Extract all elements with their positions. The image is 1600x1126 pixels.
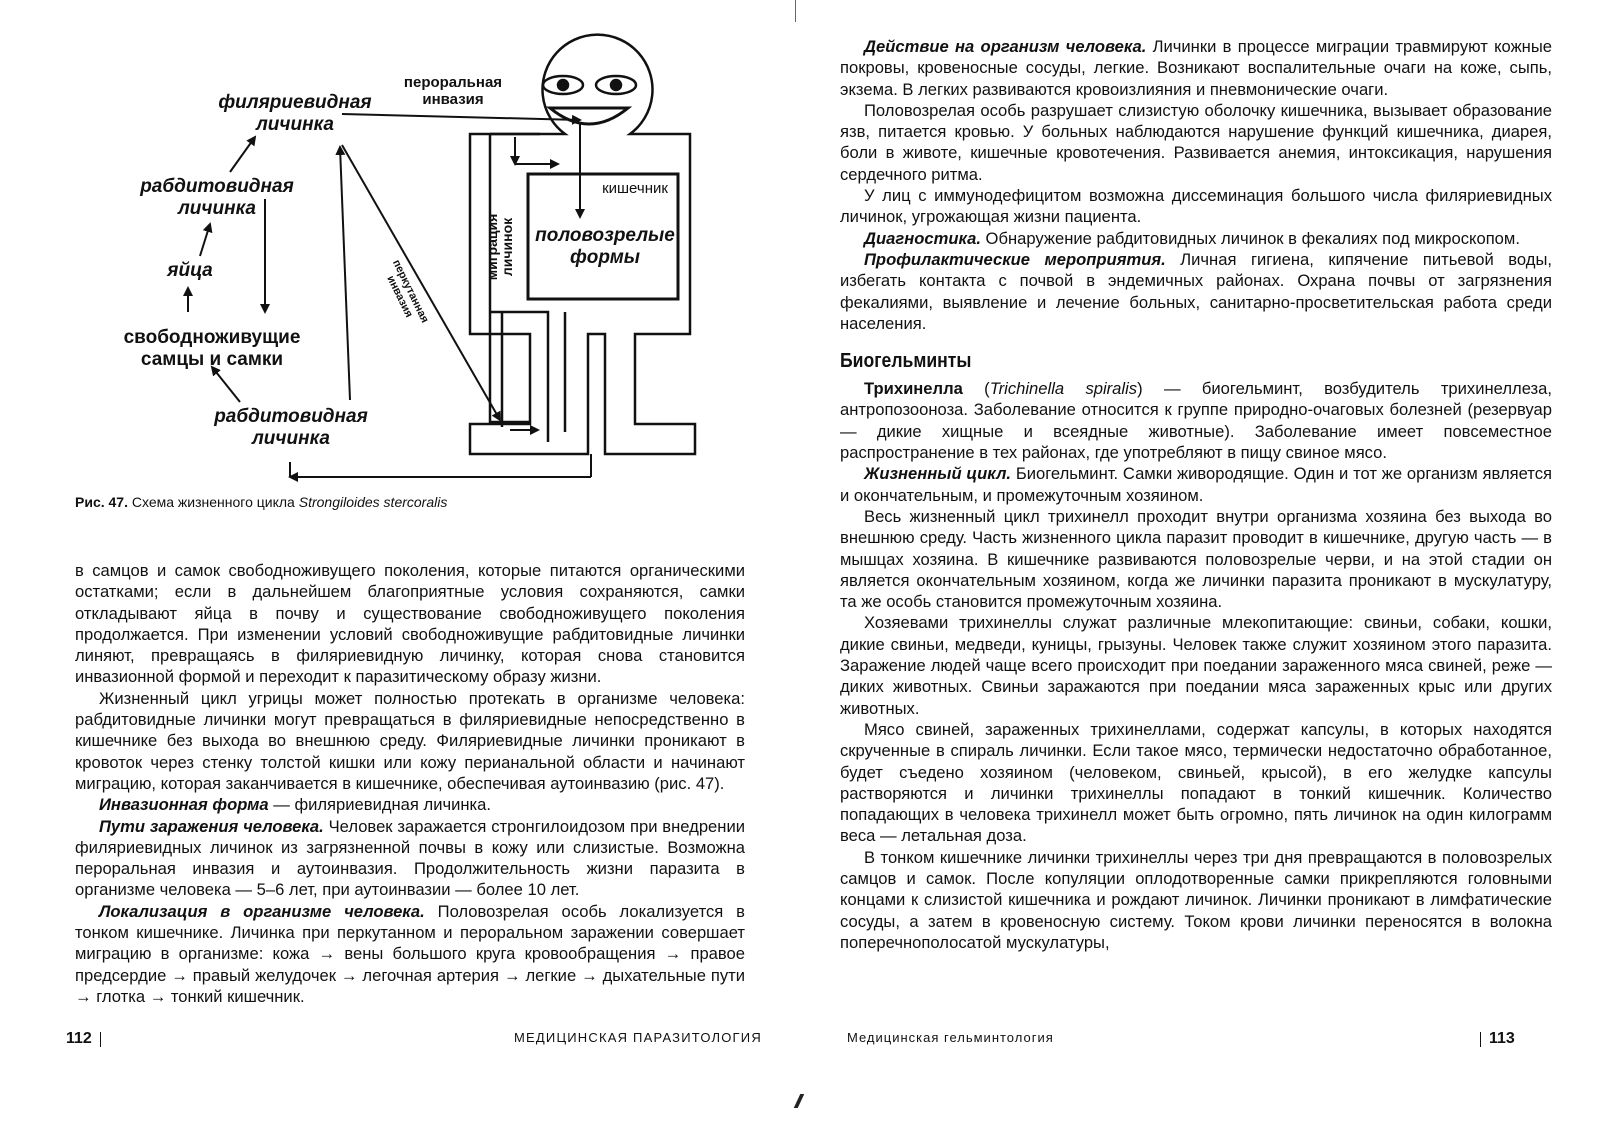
invasive-form-paragraph — [75, 794, 745, 815]
caption-number: Рис. 47. — [75, 494, 128, 510]
paragraph: в самцов и самок свободноживущего поколения, которые питаются органическими остатками; если в дальнейшем благоприятные условия сохраняются, самки откладывают яйца в почву и существование свободноживущего поколения продолжается. При изменении условий свободноживущие рабдитовидные личинки линяют, превращаясь в филяриевидную личинку, которая снова становится инвазионной формой и переходит к паразитическому образу жизни. — [75, 561, 745, 687]
prevention-paragraph — [840, 249, 1552, 334]
label-percutaneous-invasion: перкутанная инвазия — [384, 257, 431, 325]
left-body-text — [75, 560, 745, 1007]
paragraph: Весь жизненный цикл трихинелл проходит внутри организма хозяина без выхода во внешнюю среду. Часть жизненного цикла паразит проводит в кишечнике, другую часть — в мышцах хозяина. В кишечнике развиваются половозрелые черви, и на этой стадии он является окончательным хозяином, когда же личинки паразита проникают в мускулатуру, та же особь становится промежуточным хозяина. — [840, 506, 1552, 612]
label-larva-migration: миграция личинок — [484, 213, 515, 281]
running-head: МЕДИЦИНСКАЯ ПАРАЗИТОЛОГИЯ — [514, 1030, 762, 1045]
term-text: Биогельминт. Самки живородящие. Один и тот же организм является и окончательным, и промежуточным хозяином. — [840, 464, 1552, 505]
term-text: Обнаружение рабдитовидных личинок в фекалиях под микроскопом. — [980, 228, 1520, 248]
left-footer — [66, 1030, 109, 1048]
term-text: Человек заражается стронгилоидозом при внедрении филяриевидных личинок из загрязненной почвы в кожу или слизистые. Возможна пероральная инвазия и аутоинвазия. Продолжительность жизни паразита в организме человека — 5–6 лет, при аутоинвазии — более 10 лет. — [75, 816, 745, 900]
section-heading: Биогельминты — [840, 350, 972, 373]
trichinella-paragraph — [840, 378, 1552, 463]
label-eggs: яйца — [167, 260, 213, 281]
page-number: 113 — [1489, 1030, 1515, 1047]
right-footer — [1472, 1030, 1515, 1048]
divider — [1480, 1032, 1481, 1047]
face — [543, 76, 636, 124]
infection-paragraph — [75, 816, 745, 901]
label-filariform-larva-top: филяриевидная личинка — [218, 92, 372, 135]
label-intestine: кишечник — [602, 180, 668, 197]
right-page — [800, 0, 1600, 1126]
diagnostics-paragraph — [840, 228, 1552, 249]
paragraph: Хозяевами трихинеллы служат различные млекопитающие: свиньи, собаки, кошки, дикие свиньи, медведи, куницы, грызуны. Человек также служит хозяином этого паразита. Заражение людей чаще всего происходит при поедании зараженного мяса свиней, реже — диких животных. Свиньи заражаются при поедании мяса зараженных крыс или других животных. — [840, 613, 1552, 718]
term-text: ) — биогельминт, возбудитель трихинеллеза, антропозооноза. Заболевание относится к группе природно-очаговых болезней (резервуар — дикие хищные и всеядные животные). Заболевание имеет повсеместное распространение в тех районах, где употребляют в пищу свиное мясо. — [840, 379, 1553, 463]
latin-name: Trichinella spiralis — [989, 379, 1138, 399]
term: Жизненный цикл. — [864, 464, 1012, 484]
paragraph: У лиц с иммунодефицитом возможна диссеминация большого числа филяриевидных личинок, угрожающая жизни пациента. — [840, 186, 1552, 227]
term-text: Личинки в процессе миграции травмируют кожные покровы, кровеносные сосуды, легкие. Возникают воспалительные очаги на коже, сыпь, экзема. В легких развиваются кровоизлияния и пневмонические очаги. — [840, 37, 1552, 99]
paragraph: Половозрелая особь разрушает слизистую оболочку кишечника, вызывает образование язв, питается кровью. У больных наблюдаются нарушение функций кишечника, диарея, боли в животе, кишечные кровотечения. Развивается анемия, интоксикация, нарушения сердечного ритма. — [840, 100, 1552, 184]
term-text: Половозрелая особь локализуется в тонком кишечнике. Личинка при перкутанном и пероральном заражении совершает миграцию в организме: кожа → вены большого круга кровообращения → правое предсердие → правый желудочек → легочная артерия → легкие → дыхательные пути → глотка → тонкий кишечник. — [75, 901, 745, 1006]
term: Действие на организм человека. — [864, 37, 1147, 56]
term: Трихинелла — [864, 379, 963, 399]
left-page — [0, 0, 790, 1126]
term: Профилактические мероприятия. — [864, 249, 1166, 269]
label-free-living-adults: свободноживущие самцы и самки — [123, 327, 301, 370]
paragraph: В тонком кишечнике личинки трихинеллы через три дня превращаются в половозрелых самцов и самок. После копуляции оплодотворенные самки прикрепляются головными концами к слизистой кишечника и рождают личинок. Личинки проникают в лимфатические сосуды, а затем в кровеносную систему. Током крови личинки переносятся в волокна поперечнополосатой мускулатуры, — [840, 847, 1552, 952]
running-head: Медицинская гельминтология — [847, 1030, 1054, 1045]
right-body-text — [840, 36, 1552, 953]
term: Инвазионная форма — [99, 795, 269, 815]
page-number: 112 — [66, 1030, 92, 1047]
paren: ( — [962, 379, 990, 399]
label-rhabditiform-larva-top: рабдитовидная личинка — [140, 176, 294, 219]
term: Диагностика. — [864, 228, 981, 248]
label-rhabditiform-larva-bottom: рабдитовидная личинка — [214, 406, 368, 449]
label-mature-forms: половозрелые формы — [535, 225, 675, 268]
label-oral-invasion: пероральная инвазия — [403, 74, 503, 108]
spine-mark-top — [795, 0, 796, 22]
localization-paragraph — [75, 901, 745, 1007]
effect-paragraph — [840, 36, 1552, 100]
divider — [100, 1032, 101, 1047]
term: Пути заражения человека. — [99, 816, 324, 836]
figure-caption — [75, 493, 447, 511]
caption-text: Схема жизненного цикла — [127, 494, 299, 510]
paragraph: Жизненный цикл угрицы может полностью протекать в организме человека: рабдитовидные личинки могут превращаться в филяриевидные непосредственно в кишечнике без выхода во внешнюю среду. Филяриевидные личинки проникают в кровоток через стенку толстой кишки или кожу перианальной области и начинают миграцию, которая заканчивается в кишечнике, обеспечивая аутоинвазию (рис. 47). — [75, 688, 745, 793]
lifecycle-paragraph — [840, 463, 1552, 506]
term-text: — филяриевидная личинка. — [268, 795, 492, 815]
return-line — [290, 454, 591, 477]
term-text: Личная гигиена, кипячение питьевой воды, избегать контакта с почвой в эндемичных районах. Охрана почвы от загрязнения фекалиями, выявление и лечение больных, санитарно-просветительская работа среди населения. — [840, 249, 1552, 333]
term: Локализация в организме человека. — [99, 901, 425, 921]
paragraph: Мясо свиней, зараженных трихинеллами, содержат капсулы, в которых находятся скрученные в спираль личинки. Если такое мясо, термически недостаточно обработанное, будет съедено хозяином (человеком, свиньей, крысой), в его желудке капсулы растворяются и личинки трихинеллы попадают в тонкий кишечник. Количество попадающих в человека трихинелл может быть огромно, пять личинок на один килограмм веса — летальная доза. — [840, 719, 1552, 846]
lifecycle-figure — [60, 22, 760, 512]
caption-species: Strongiloides stercoralis — [298, 494, 448, 510]
